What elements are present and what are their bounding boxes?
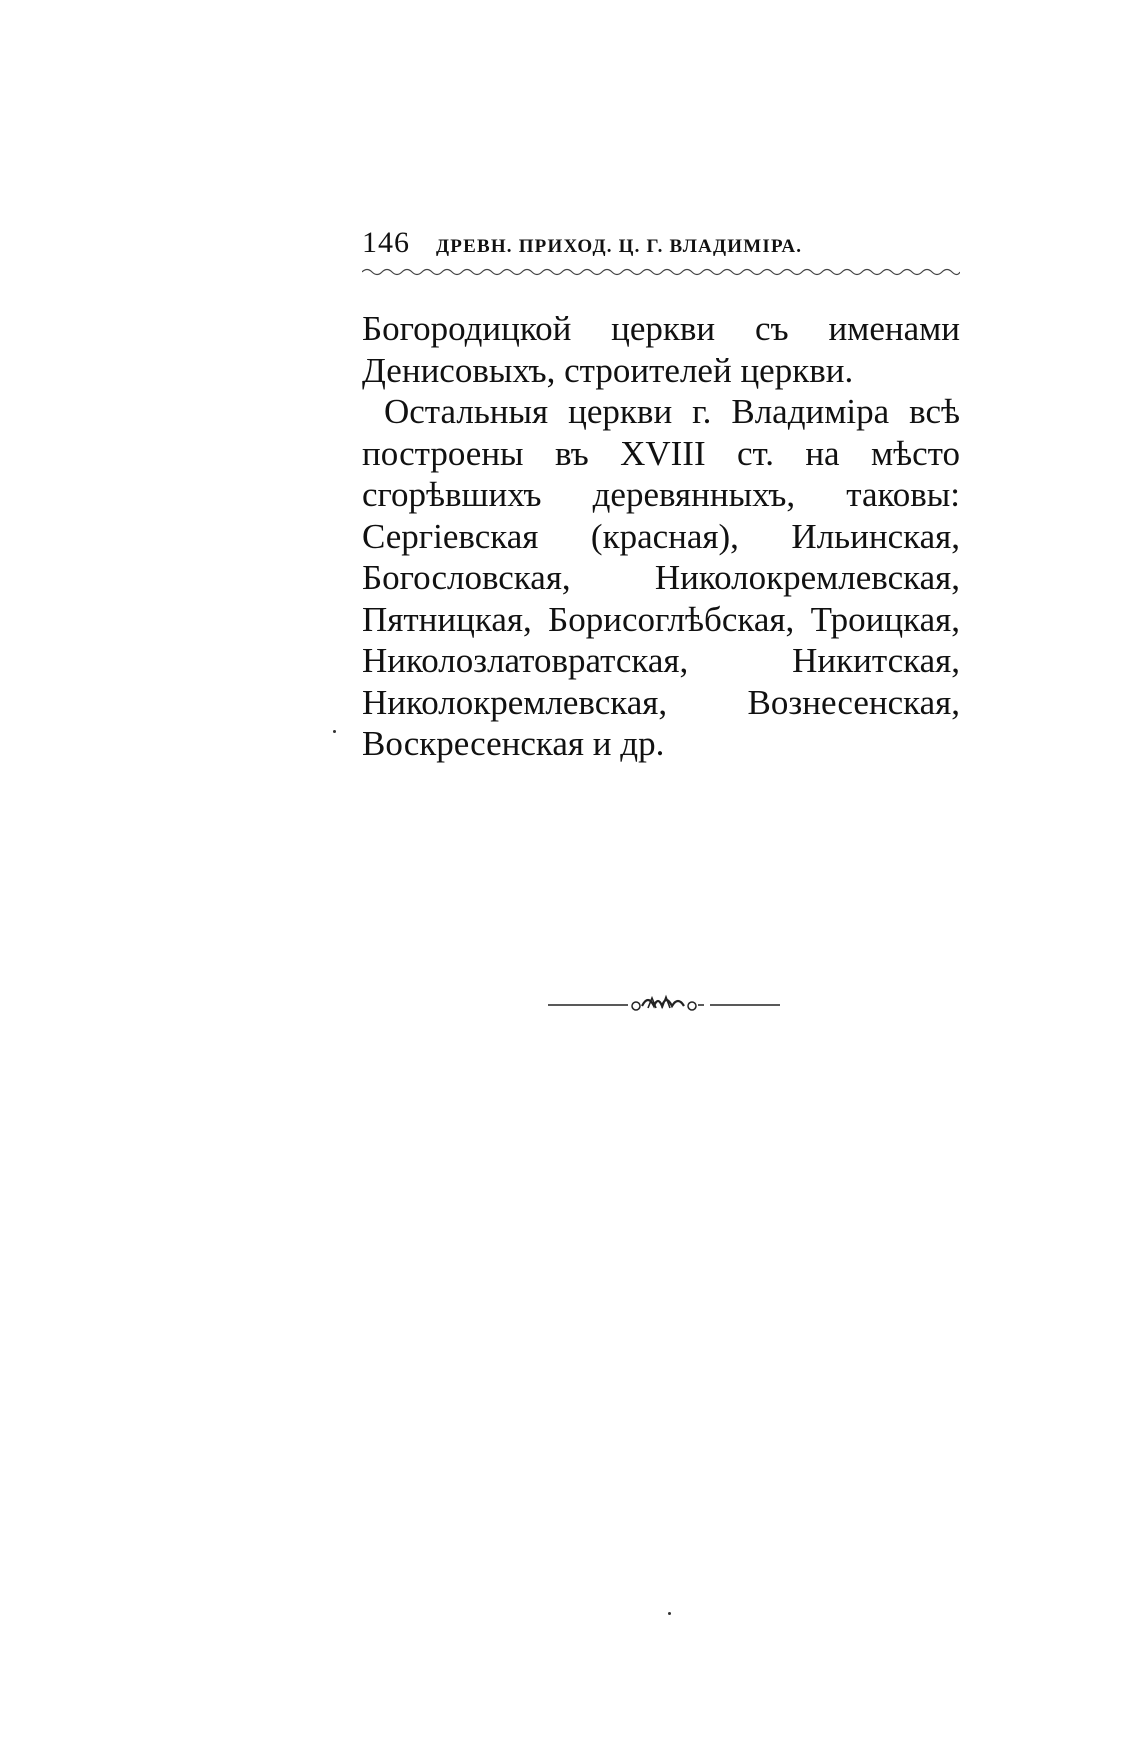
running-head [362, 226, 962, 270]
tailpiece-ornament-icon [548, 992, 780, 1018]
speck [668, 1612, 671, 1615]
speck [333, 730, 336, 733]
page-number: 146 [362, 226, 410, 259]
wavy-rule-icon [362, 266, 960, 278]
paragraph-1: Богородицкой церкви съ именами Денисовыхъ, строителей церкви. [362, 309, 960, 390]
running-title: ДРЕВН. ПРИХОД. Ц. Г. ВЛАДИМІРА. [436, 236, 803, 257]
body-text [362, 308, 960, 765]
paragraph-2: Остальныя церкви г. Владиміра всѣ построены въ XVIII ст. на мѣсто сгорѣвшихъ деревянныхъ, таковы: Сергіевская (красная), Ильинская, Богословская, Николокремлевская, Пятницкая, Борисоглѣбская, Троицкая, Николозлатовратская, Никитская, Николокремлевская, Вознесенская, Воскресенская и др. [362, 392, 960, 763]
